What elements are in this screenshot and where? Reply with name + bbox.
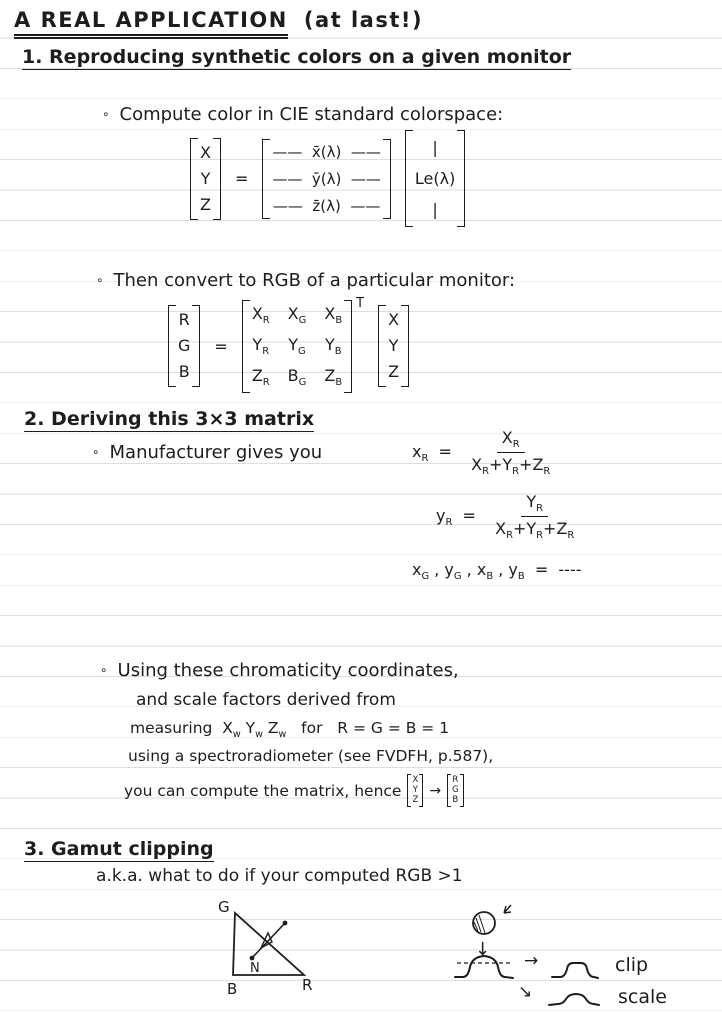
arrow-right-icon: → — [429, 782, 442, 799]
equals-sign: = — [234, 169, 249, 188]
rgb-equation — [168, 296, 409, 393]
bullet-using-coords — [100, 660, 459, 681]
vector-entry: | — [432, 138, 438, 157]
vector-entry: Z — [388, 362, 400, 382]
clipped-signal — [552, 963, 598, 978]
xyz-rhs-vector — [378, 305, 409, 387]
matrix-cell: $X_G$ — [287, 304, 307, 327]
matrix-cell: $Z_B$ — [324, 366, 343, 389]
xr-lhs: $x_R$ = — [412, 441, 463, 464]
yr-equation — [436, 492, 574, 541]
clip-scale-diagram — [430, 893, 710, 1013]
bullet-convert-rgb — [96, 270, 515, 291]
page-title-main: A REAL APPLICATION — [14, 8, 288, 39]
xr-equation — [412, 428, 550, 477]
arrow-down-icon: ↓ — [475, 939, 491, 960]
vector-entry: Y — [388, 336, 399, 356]
scaled-signal — [549, 994, 599, 1005]
matrix-cell: $X_R$ — [251, 304, 270, 327]
matrix-cell: $Y_G$ — [288, 335, 306, 358]
section1-heading: 1. Reproducing synthetic colors on a given monitor — [22, 46, 572, 68]
triangle-label-g: G — [218, 898, 230, 916]
in-gamut-point — [250, 956, 255, 961]
bullet-compute-color — [102, 104, 503, 125]
matrix-cell: $Y_B$ — [324, 335, 342, 358]
bullet-icon: ∘ — [96, 273, 104, 287]
section2-heading: 2. Deriving this 3×3 matrix — [24, 408, 315, 430]
mini-xyz-vector: X Y Z — [407, 774, 423, 807]
matrix-cell: $X_B$ — [324, 304, 343, 327]
xr-denominator: $X_R+Y_R+Z_R$ — [471, 455, 551, 478]
bullet-icon: ∘ — [100, 663, 108, 677]
triangle-label-r: R — [302, 976, 313, 994]
vector-entry: R — [178, 310, 190, 330]
triangle-label-n: N — [250, 961, 260, 976]
clip-label: clip — [615, 954, 649, 976]
vector-entry: X — [388, 310, 400, 330]
vector-entry: X — [200, 142, 211, 162]
out-of-gamut-point — [283, 921, 288, 926]
vector-entry: G — [178, 336, 191, 356]
matrix-cell: $Z_R$ — [251, 366, 270, 389]
xr-numerator: $X_R$ — [497, 428, 525, 453]
yr-denominator: $X_R+Y_R+Z_R$ — [495, 519, 575, 542]
vector-entry: | — [432, 200, 438, 219]
yr-fraction — [495, 492, 574, 541]
arrow-down-right-icon: ↘ — [518, 982, 533, 1002]
color-matching-matrix — [262, 139, 391, 219]
matrix-cell: $Y_R$ — [252, 335, 270, 358]
page-title — [14, 8, 423, 39]
bullet-manufacturer — [92, 442, 322, 463]
bullet-using-coords-text: Using these chromaticity coordinates, — [117, 660, 459, 681]
small-arrow-icon — [504, 905, 511, 913]
section3-heading: 3. Gamut clipping — [24, 838, 214, 860]
vector-entry: Le(λ) — [414, 169, 456, 188]
cie-equation — [190, 130, 465, 227]
vector-entry: Z — [200, 194, 211, 214]
compute-matrix-text: you can compute the matrix, hence — [124, 781, 402, 800]
yr-lhs: $y_R$ = — [436, 505, 487, 528]
bullet-icon: ∘ — [102, 107, 110, 121]
scale-label: scale — [618, 986, 667, 1008]
matrix-row: —— x̄(λ) —— — [272, 142, 381, 161]
spectroradiometer-line: using a spectroradiometer (see FVDFH, p.587), — [128, 747, 494, 765]
page-title-suffix: (at last!) — [303, 8, 424, 32]
bullet-convert-rgb-text: Then convert to RGB of a particular monitor: — [113, 270, 516, 291]
section3-subheading: a.k.a. what to do if your computed RGB >1 — [96, 866, 463, 886]
triangle-label-b: B — [227, 980, 238, 998]
vector-entry: Y — [200, 168, 211, 188]
bullet-compute-color-text: Compute color in CIE standard colorspace: — [119, 104, 504, 125]
scale-factors-line: and scale factors derived from — [136, 690, 396, 710]
arrow-right-icon: → — [524, 951, 539, 971]
vector-entry: B — [178, 362, 190, 382]
mini-rgb-vector: R G B — [447, 774, 464, 807]
yr-numerator: $Y_R$ — [521, 492, 548, 517]
matrix-cell: $B_G$ — [287, 366, 307, 389]
measuring-line: measuring $X_w$ $Y_w$ $Z_w$ for R = G = B = 1 — [130, 719, 450, 741]
rgb-lhs-vector — [168, 305, 200, 387]
gamut-triangle-diagram — [202, 896, 332, 1008]
matrix-row: —— z̄(λ) —— — [272, 196, 381, 215]
xr-fraction — [471, 428, 550, 477]
compute-matrix-line — [124, 774, 464, 807]
other-chromaticities: $x_G$ , $y_G$ , $x_B$ , $y_B$ = ---- — [412, 560, 582, 583]
equals-sign: = — [214, 336, 228, 356]
transpose-superscript: T — [356, 296, 365, 311]
matrix-row: —— ȳ(λ) —— — [272, 169, 381, 188]
bullet-manufacturer-text: Manufacturer gives you — [109, 442, 323, 463]
xyz-lhs-vector — [190, 138, 221, 220]
primaries-matrix — [242, 300, 352, 393]
spectrum-vector — [405, 130, 465, 227]
bullet-icon: ∘ — [92, 445, 100, 459]
